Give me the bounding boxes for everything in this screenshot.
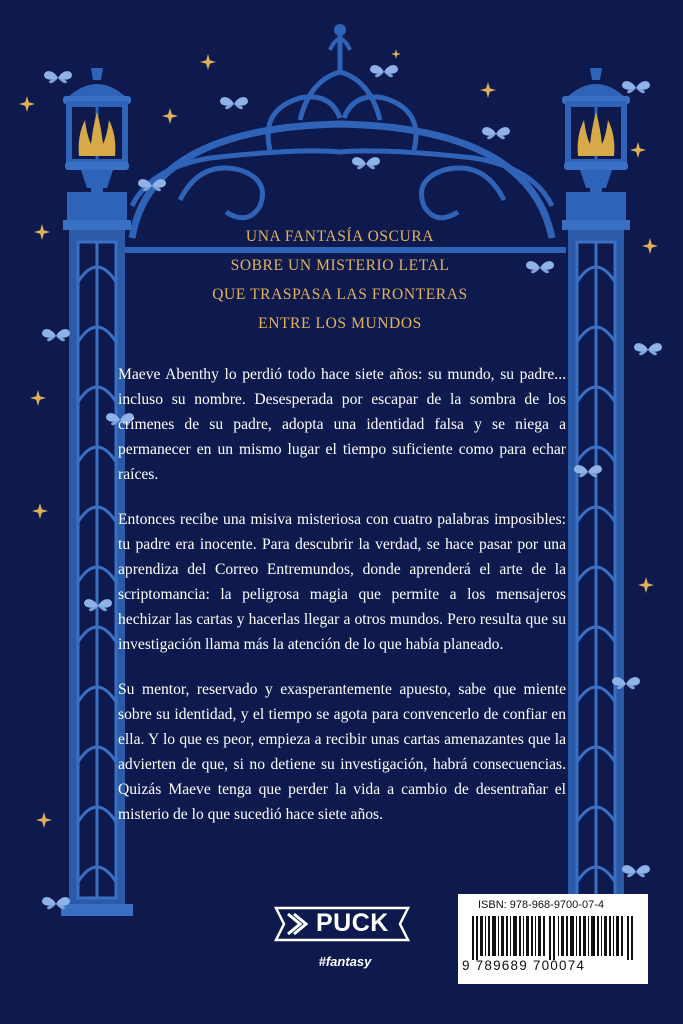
publisher-name: PUCK bbox=[316, 909, 389, 937]
barcode-number: 9 789689 700074 bbox=[462, 958, 586, 973]
barcode bbox=[458, 894, 648, 984]
synopsis bbox=[118, 362, 566, 847]
tagline bbox=[190, 222, 490, 338]
synopsis-paragraph: Maeve Abenthy lo perdió todo hace siete años: su mundo, su padre... incluso su nombre. Desesperada por escapar de la sombra de los crímenes de su padre, adopta una identidad falsa y se niega a permanecer en un mismo lugar el tiempo suficiente como para echar raíces. bbox=[118, 366, 566, 483]
isbn-label: ISBN: 978-968-9700-07-4 bbox=[478, 899, 604, 911]
publisher-logo bbox=[272, 906, 412, 942]
barcode-bars-icon bbox=[472, 916, 634, 960]
tagline-line: UNA FANTASÍA OSCURA bbox=[245, 228, 435, 245]
tagline-line: QUE TRASPASA LAS FRONTERAS bbox=[212, 286, 468, 303]
tagline-line: ENTRE LOS MUNDOS bbox=[258, 315, 422, 332]
synopsis-paragraph: Entonces recibe una misiva misteriosa con cuatro palabras imposibles: tu padre era inocente. Para descubrir la verdad, se hace pasar por una aprendiza del Correo Entremundos, donde aprenderá el arte de la scriptomancia: la peligrosa magia que permite a los mensajeros hechizar las cartas y hacerlas llegar a otros mundos. Pero resulta que su investigación llama más la atención de lo que había planeado. bbox=[118, 511, 566, 653]
hashtag: #fantasy bbox=[318, 954, 372, 969]
tagline-line: SOBRE UN MISTERIO LETAL bbox=[230, 257, 450, 274]
synopsis-paragraph: Su mentor, reservado y exasperantemente apuesto, sabe que miente sobre su identidad, y el tiempo se agota para convencerlo de confiar en ella. Y lo que es peor, empieza a recibir unas cartas amenazantes que la advierten de que, si no detiene su investigación, habrá consecuencias. Quizás Maeve tenga que perder la vida a cambio de desentrañar el misterio de lo que sucedió hace siete años. bbox=[118, 681, 566, 823]
